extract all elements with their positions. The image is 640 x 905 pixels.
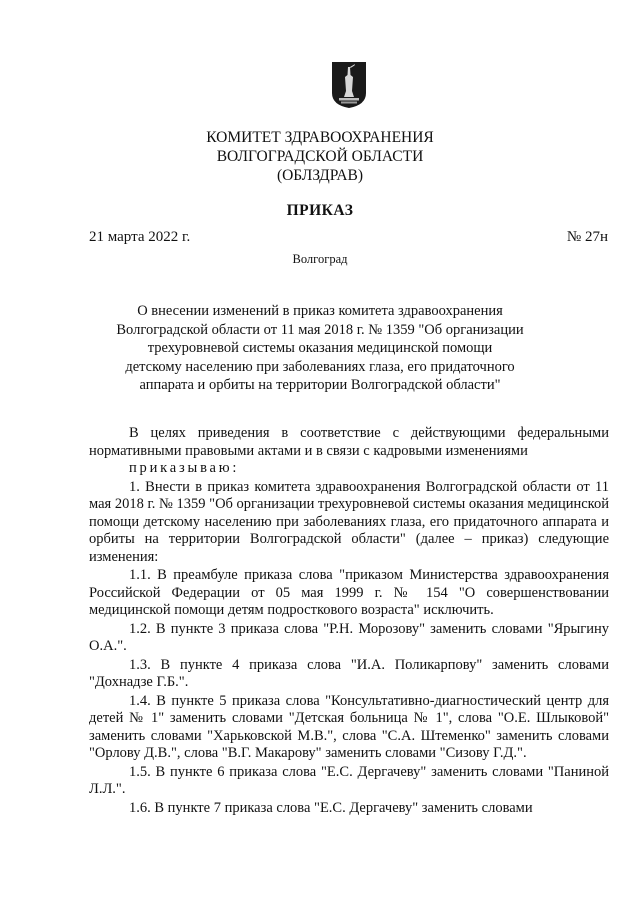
header-line-3: (ОБЛЗДРАВ) [276,167,364,184]
paragraph-1-6: 1.6. В пункте 7 приказа слова "Е.С. Дергачеву" заменить словами [129,799,533,816]
paragraph-1-3: 1.3. В пункте 4 приказа слова "И.А. Поликарпову" заменить словами "Дохнадзе Г.Б.". [89,656,609,690]
subject-line-1: О внесении изменений в приказ комитета здравоохранения [137,303,503,319]
order-date: 21 марта 2022 г. [89,229,191,245]
subject-line-2: Волгоградской области от 11 мая 2018 г. № 1359 "Об организации [116,321,524,338]
paragraph-1: 1. Внести в приказ комитета здравоохранения Волгоградской области от 11 мая 2018 г. № 1359 "Об организации трехуровневой системы оказания медицинской помощи детскому населению при заболеваниях глаза, его придаточного аппарата и орбиты на территории Волгоградской области" (далее – приказ) следующие изменения: [89,478,609,565]
paragraph-1-5: 1.5. В пункте 6 приказа слова "Е.С. Дергачеву" заменить словами "Паниной Л.Л.". [89,763,609,797]
paragraph-1-1: 1.1. В преамбуле приказа слова "приказом Министерства здравоохранения Российской Федерации от 05 мая 1999 г. № 154 "О совершенствовании медицинской помощи детям подросткового возраста" исключить. [89,567,609,618]
paragraph-1-2: 1.2. В пункте 3 приказа слова "Р.Н. Морозову" заменить словами "Ярыгину О.А.". [89,620,609,654]
order-number: № 27н [566,229,608,245]
prikazyvayu-line: приказываю: [129,460,240,476]
subject-line-4: детскому населению при заболеваниях глаза, его придаточного [125,358,515,375]
subject-line-5: аппарата и орбиты на территории Волгоградской области" [139,377,501,393]
order-subject [100,302,540,395]
coat-of-arms-icon [331,61,367,109]
subject-line-3: трехуровневой системы оказания медицинской помощи [147,340,493,356]
intro-paragraph: В целях приведения в соответствие с действующими федеральными нормативными правовыми актами и в связи с кадровыми изменениями [89,425,609,459]
committee-header [0,128,640,185]
order-title: ПРИКАЗ [286,202,354,219]
order-body [89,425,609,817]
order-city: Волгоград [292,252,348,266]
header-line-1: КОМИТЕТ ЗДРАВООХРАНЕНИЯ [206,129,434,146]
paragraph-1-4: 1.4. В пункте 5 приказа слова "Консультативно-диагностический центр для детей № 1" заменить словами "Детская больница № 1", слова "О.Е. Шлыковой" заменить словами "Харьковской М.В.", слова "С.А. Штеменко" заменить словами "Орлову Д.В.", слова "В.Г. Макарову" заменить словами "Сизову Г.Д.". [89,692,609,761]
header-line-2: ВОЛГОГРАДСКОЙ ОБЛАСТИ [216,148,424,165]
